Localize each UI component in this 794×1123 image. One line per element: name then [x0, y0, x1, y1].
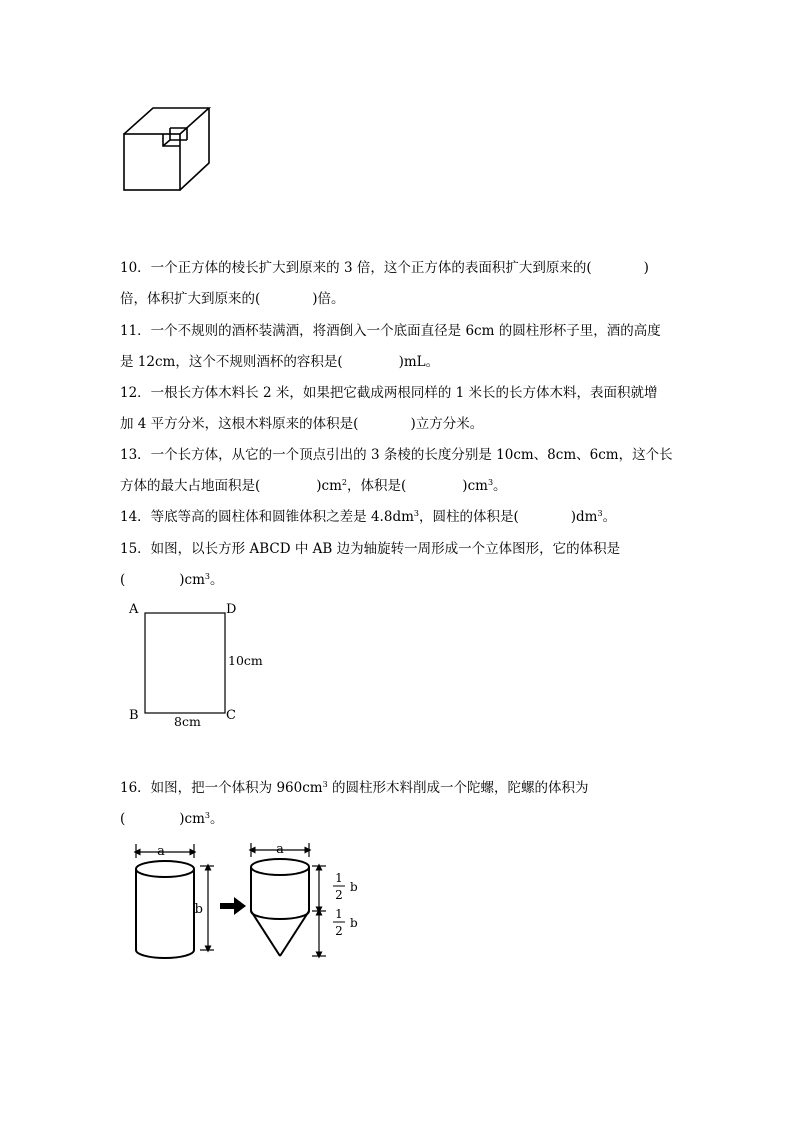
cylinder-to-top-figure	[128, 838, 373, 963]
fraction-1-numerator: 1	[335, 871, 343, 885]
vertex-label-a: A	[129, 602, 139, 617]
rectangle-abcd-figure	[124, 598, 274, 733]
fraction-1-variable: b	[350, 880, 358, 894]
spinning-top-shape	[251, 859, 309, 956]
vertex-label-b: B	[129, 708, 139, 723]
cylinder-shape	[136, 861, 194, 958]
q11-line-2: 是 12cm，这个不规则酒杯的容积是( )mL。	[120, 354, 440, 370]
fraction-1-denominator: 2	[335, 888, 343, 902]
q10-line-2: 倍，体积扩大到原来的( )倍。	[120, 291, 345, 307]
height-label-left: b	[194, 902, 203, 917]
cube-figure	[118, 102, 214, 194]
q16-line-1: 16．如图，把一个体积为 $960cm^3$ 的圆柱形木料削成一个陀螺，陀螺的体积为	[120, 780, 589, 796]
q14-line-1: 14．等底等高的圆柱体和圆锥体积之差是 $4.8dm^3$，圆柱的体积是( )$dm^3$。	[120, 509, 617, 525]
q15-line-2: ( )$cm^3$。	[120, 572, 224, 588]
bottom-length-label: 8cm	[174, 714, 201, 729]
vertex-label-c: C	[226, 708, 236, 723]
q15-line-1: 15．如图，以长方形 ABCD 中 AB 边为轴旋转一周形成一个立体图形，它的体积是	[120, 541, 621, 557]
fraction-2-variable: b	[350, 916, 358, 930]
rectangle-abcd	[145, 613, 225, 713]
q13-line-1: 13．一个长方体，从它的一个顶点引出的 3 条棱的长度分别是 10cm、8cm、6cm，这个长	[120, 447, 673, 463]
fraction-2-numerator: 1	[335, 907, 343, 921]
q12-line-1: 12．一根长方体木料长 2 米，如果把它截成两根同样的 1 米长的长方体木料，表面积就增	[120, 385, 658, 401]
q12-line-2: 加 4 平方分米，这根木料原来的体积是( )立方分米。	[120, 416, 484, 432]
fraction-2-denominator: 2	[335, 924, 343, 938]
q11-line-1: 11．一个不规则的酒杯装满酒，将酒倒入一个底面直径是 6cm 的圆柱形杯子里，酒的高度	[120, 323, 661, 339]
q13-line-2: 方体的最大占地面积是( )$cm^2$，体积是( )$cm^3$。	[120, 478, 507, 494]
diameter-label-right: a	[276, 842, 284, 857]
q16-line-2: ( )$cm^3$。	[120, 811, 224, 827]
side-length-label: 10cm	[228, 653, 263, 668]
q10-line-1: 10．一个正方体的棱长扩大到原来的 3 倍，这个正方体的表面积扩大到原来的( )	[120, 260, 649, 276]
vertex-label-d: D	[226, 602, 237, 617]
transform-arrow	[220, 897, 246, 915]
diameter-label-left: a	[157, 844, 165, 859]
